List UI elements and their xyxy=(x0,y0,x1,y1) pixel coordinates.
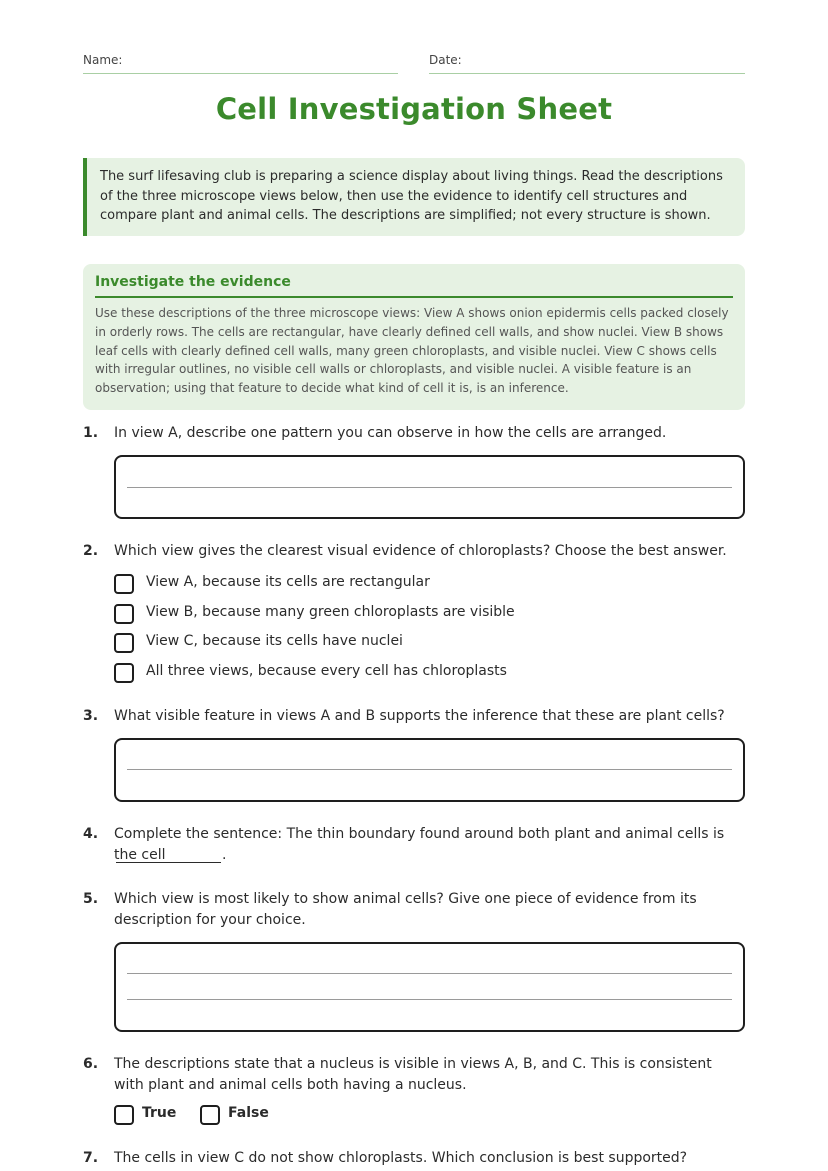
option-label: All three views, because every cell has chloroplasts xyxy=(146,663,507,679)
option-label: View B, because many green chloroplasts are visible xyxy=(146,604,515,620)
option-label: False xyxy=(228,1105,269,1121)
question-number: 5. xyxy=(83,891,99,907)
question-6 xyxy=(83,1054,745,1096)
answer-line xyxy=(127,999,732,1000)
evidence-panel xyxy=(83,264,745,410)
date-label: Date: xyxy=(429,53,462,67)
option-label: View A, because its cells are rectangular xyxy=(146,574,430,590)
evidence-text: Use these descriptions of the three microscope views: View A shows onion epidermis cells packed closely in orderly rows. The cells are rectangular, have clearly defined cell walls, and show nuclei. View B shows leaf cells with clearly defined cell walls, many green chloroplasts, and visible nuclei. View C shows cells with irregular outlines, no visible cell walls or chloroplasts, and visible nuclei. A visible feature is an observation; using that feature to decide what kind of cell it is, is an inference. xyxy=(95,306,729,396)
question-number: 1. xyxy=(83,425,99,441)
question-5 xyxy=(83,889,745,931)
checkbox[interactable] xyxy=(114,574,134,594)
page-title: Cell Investigation Sheet xyxy=(215,92,613,126)
checkbox[interactable] xyxy=(200,1105,220,1125)
answer-line xyxy=(127,769,732,770)
date-field[interactable] xyxy=(429,52,745,74)
question-number: 7. xyxy=(83,1150,99,1166)
option-label: True xyxy=(142,1105,177,1121)
answer-box-5[interactable] xyxy=(114,942,745,1032)
question-text: Which view gives the clearest visual evidence of chloroplasts? Choose the best answer. xyxy=(114,543,727,559)
question-number: 3. xyxy=(83,708,99,724)
name-label: Name: xyxy=(83,53,123,67)
header-row xyxy=(83,52,745,74)
answer-line xyxy=(127,487,732,488)
question-text: The cells in view C do not show chloroplasts. Which conclusion is best supported? xyxy=(114,1150,688,1166)
option-label: View C, because its cells have nuclei xyxy=(146,633,403,649)
question-text: In view A, describe one pattern you can observe in how the cells are arranged. xyxy=(114,425,667,441)
question-text: The descriptions state that a nucleus is visible in views A, B, and C. This is consistent with plant and animal cells both having a nucleus. xyxy=(114,1056,712,1093)
fill-in-blank[interactable] xyxy=(116,862,221,863)
answer-box-1[interactable] xyxy=(114,455,745,519)
question-number: 2. xyxy=(83,543,99,559)
question-text: What visible feature in views A and B supports the inference that these are plant cells? xyxy=(114,708,725,724)
sentence-end xyxy=(222,845,242,866)
answer-box-3[interactable] xyxy=(114,738,745,802)
period-mark: . xyxy=(222,847,227,863)
intro-callout: The surf lifesaving club is preparing a science display about living things. Read the descriptions of the three microscope views below, then use the evidence to identify cell structures and compare plant and animal cells. The descriptions are simplified; not every structure is shown. xyxy=(83,158,745,236)
checkbox[interactable] xyxy=(114,1105,134,1125)
checkbox[interactable] xyxy=(114,604,134,624)
question-number: 4. xyxy=(83,826,99,842)
question-text: Complete the sentence: The thin boundary found around both plant and animal cells is the cell xyxy=(114,826,725,863)
evidence-heading: Investigate the evidence xyxy=(95,274,733,298)
answer-line xyxy=(127,973,732,974)
name-field[interactable] xyxy=(83,52,398,74)
question-text: Which view is most likely to show animal cells? Give one piece of evidence from its description for your choice. xyxy=(114,891,697,928)
checkbox[interactable] xyxy=(114,663,134,683)
checkbox[interactable] xyxy=(114,633,134,653)
question-number: 6. xyxy=(83,1056,99,1072)
